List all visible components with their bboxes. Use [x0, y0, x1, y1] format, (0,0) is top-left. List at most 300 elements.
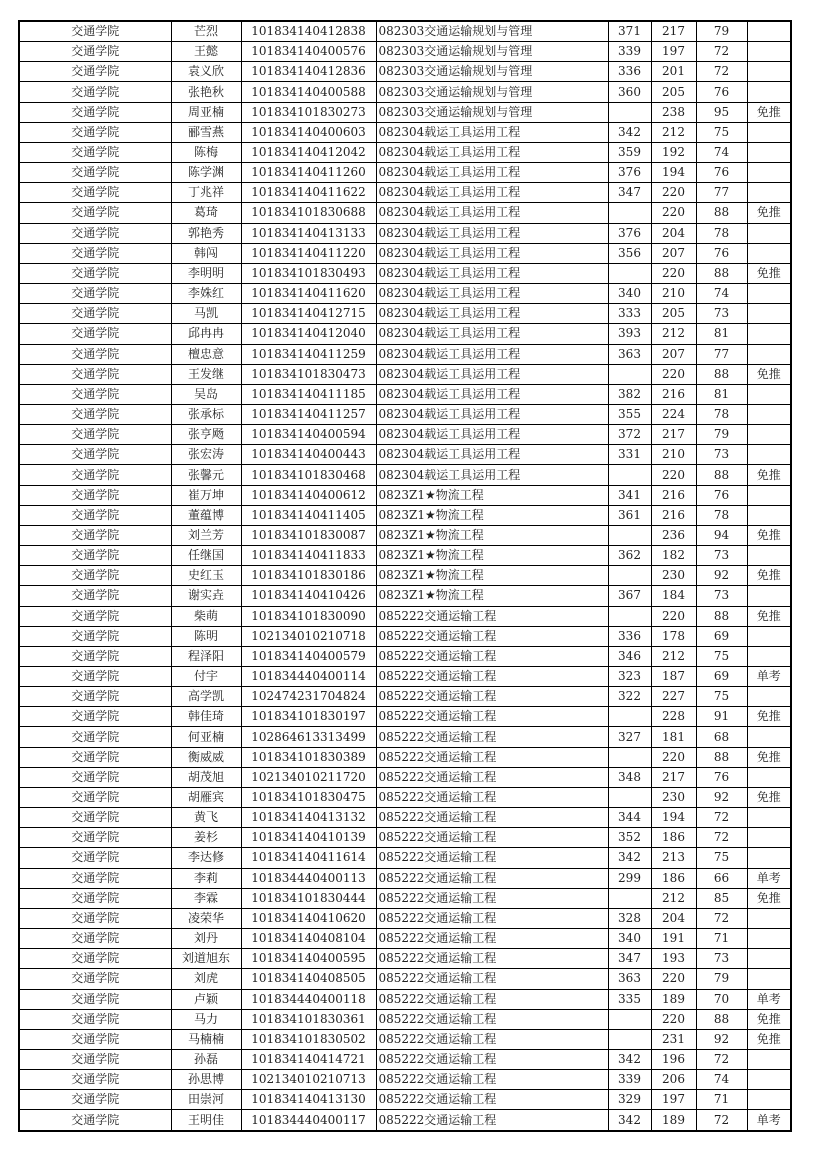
subtotal-cell: 184 [651, 586, 696, 606]
name-cell: 周亚楠 [171, 102, 241, 122]
major-cell: 085222交通运输工程 [376, 787, 608, 807]
exam_id-cell: 101834101830087 [241, 525, 376, 545]
total-cell: 323 [608, 667, 651, 687]
name-cell: 张艳秋 [171, 82, 241, 102]
subtotal-cell: 197 [651, 1090, 696, 1110]
score-cell: 76 [696, 243, 747, 263]
total-cell: 336 [608, 626, 651, 646]
name-cell: 孙思博 [171, 1070, 241, 1090]
total-cell: 342 [608, 848, 651, 868]
name-cell: 李达修 [171, 848, 241, 868]
college-cell: 交通学院 [19, 284, 171, 304]
subtotal-cell: 204 [651, 223, 696, 243]
college-cell: 交通学院 [19, 344, 171, 364]
exam_id-cell: 102134010210713 [241, 1070, 376, 1090]
major-cell: 085222交通运输工程 [376, 969, 608, 989]
table-row [19, 465, 791, 485]
major-cell: 082304载运工具运用工程 [376, 465, 608, 485]
score-cell: 76 [696, 485, 747, 505]
name-cell: 韩闯 [171, 243, 241, 263]
college-cell: 交通学院 [19, 1049, 171, 1069]
total-cell [608, 1009, 651, 1029]
college-cell: 交通学院 [19, 646, 171, 666]
total-cell: 340 [608, 284, 651, 304]
total-cell: 371 [608, 21, 651, 42]
table-row [19, 324, 791, 344]
subtotal-cell: 220 [651, 606, 696, 626]
subtotal-cell: 189 [651, 1110, 696, 1131]
name-cell: 李姝红 [171, 284, 241, 304]
major-cell: 082304载运工具运用工程 [376, 163, 608, 183]
major-cell: 085222交通运输工程 [376, 767, 608, 787]
name-cell: 邱冉冉 [171, 324, 241, 344]
major-cell: 082303交通运输规划与管理 [376, 62, 608, 82]
college-cell: 交通学院 [19, 42, 171, 62]
note-cell [747, 223, 791, 243]
exam_id-cell: 102474231704824 [241, 687, 376, 707]
note-cell [747, 969, 791, 989]
college-cell: 交通学院 [19, 707, 171, 727]
score-cell: 88 [696, 1009, 747, 1029]
table-row [19, 747, 791, 767]
score-cell: 70 [696, 989, 747, 1009]
note-cell [747, 122, 791, 142]
major-cell: 082304载运工具运用工程 [376, 324, 608, 344]
total-cell [608, 566, 651, 586]
college-cell: 交通学院 [19, 1009, 171, 1029]
score-cell: 88 [696, 606, 747, 626]
total-cell [608, 203, 651, 223]
exam_id-cell: 101834140408104 [241, 929, 376, 949]
note-cell [747, 767, 791, 787]
name-cell: 葛琦 [171, 203, 241, 223]
total-cell: 360 [608, 82, 651, 102]
college-cell: 交通学院 [19, 989, 171, 1009]
table-row [19, 908, 791, 928]
major-cell: 082304载运工具运用工程 [376, 284, 608, 304]
name-cell: 马楠楠 [171, 1029, 241, 1049]
score-cell: 74 [696, 1070, 747, 1090]
name-cell: 吴岛 [171, 384, 241, 404]
note-cell: 单考 [747, 868, 791, 888]
subtotal-cell: 216 [651, 384, 696, 404]
subtotal-cell: 228 [651, 707, 696, 727]
college-cell: 交通学院 [19, 808, 171, 828]
exam_id-cell: 102864613313499 [241, 727, 376, 747]
note-cell [747, 687, 791, 707]
note-cell [747, 1090, 791, 1110]
subtotal-cell: 187 [651, 667, 696, 687]
score-cell: 78 [696, 223, 747, 243]
note-cell [747, 929, 791, 949]
note-cell [747, 646, 791, 666]
note-cell [747, 42, 791, 62]
exam_id-cell: 101834140411622 [241, 183, 376, 203]
major-cell: 0823Z1★物流工程 [376, 485, 608, 505]
score-cell: 66 [696, 868, 747, 888]
name-cell: 王明佳 [171, 1110, 241, 1131]
exam_id-cell: 101834140411259 [241, 344, 376, 364]
note-cell [747, 284, 791, 304]
subtotal-cell: 217 [651, 767, 696, 787]
subtotal-cell: 227 [651, 687, 696, 707]
college-cell: 交通学院 [19, 183, 171, 203]
name-cell: 谢实垚 [171, 586, 241, 606]
subtotal-cell: 196 [651, 1049, 696, 1069]
name-cell: 张承标 [171, 404, 241, 424]
exam_id-cell: 101834140411620 [241, 284, 376, 304]
exam_id-cell: 101834140411405 [241, 505, 376, 525]
table-row [19, 243, 791, 263]
college-cell: 交通学院 [19, 445, 171, 465]
subtotal-cell: 230 [651, 566, 696, 586]
name-cell: 卢颖 [171, 989, 241, 1009]
name-cell: 陈学渊 [171, 163, 241, 183]
major-cell: 082304载运工具运用工程 [376, 223, 608, 243]
name-cell: 黄飞 [171, 808, 241, 828]
note-cell: 免推 [747, 707, 791, 727]
exam_id-cell: 101834101830090 [241, 606, 376, 626]
college-cell: 交通学院 [19, 485, 171, 505]
exam_id-cell: 101834440400117 [241, 1110, 376, 1131]
major-cell: 082304载运工具运用工程 [376, 243, 608, 263]
score-cell: 72 [696, 1049, 747, 1069]
exam_id-cell: 101834140410139 [241, 828, 376, 848]
exam_id-cell: 101834140410426 [241, 586, 376, 606]
name-cell: 张馨元 [171, 465, 241, 485]
note-cell: 单考 [747, 1110, 791, 1131]
table-row [19, 1110, 791, 1131]
exam_id-cell: 101834140412042 [241, 142, 376, 162]
total-cell [608, 364, 651, 384]
note-cell: 免推 [747, 525, 791, 545]
major-cell: 082303交通运输规划与管理 [376, 82, 608, 102]
exam_id-cell: 101834140411185 [241, 384, 376, 404]
note-cell [747, 908, 791, 928]
exam_id-cell: 101834140400443 [241, 445, 376, 465]
exam_id-cell: 101834140400603 [241, 122, 376, 142]
table-row [19, 304, 791, 324]
note-cell: 免推 [747, 465, 791, 485]
subtotal-cell: 220 [651, 747, 696, 767]
subtotal-cell: 210 [651, 445, 696, 465]
exam_id-cell: 101834140413132 [241, 808, 376, 828]
table-row [19, 102, 791, 122]
score-cell: 75 [696, 646, 747, 666]
name-cell: 刘虎 [171, 969, 241, 989]
total-cell: 299 [608, 868, 651, 888]
exam_id-cell: 101834101830475 [241, 787, 376, 807]
note-cell: 单考 [747, 989, 791, 1009]
table-row [19, 1029, 791, 1049]
admission-list-table [18, 20, 792, 1132]
total-cell [608, 707, 651, 727]
college-cell: 交通学院 [19, 667, 171, 687]
score-cell: 92 [696, 1029, 747, 1049]
exam_id-cell: 101834101830493 [241, 263, 376, 283]
total-cell: 348 [608, 767, 651, 787]
major-cell: 085222交通运输工程 [376, 848, 608, 868]
college-cell: 交通学院 [19, 1110, 171, 1131]
note-cell [747, 505, 791, 525]
subtotal-cell: 201 [651, 62, 696, 82]
score-cell: 92 [696, 566, 747, 586]
note-cell: 免推 [747, 606, 791, 626]
exam_id-cell: 101834101830273 [241, 102, 376, 122]
college-cell: 交通学院 [19, 767, 171, 787]
score-cell: 75 [696, 122, 747, 142]
score-cell: 81 [696, 384, 747, 404]
college-cell: 交通学院 [19, 606, 171, 626]
note-cell: 免推 [747, 203, 791, 223]
table-row [19, 989, 791, 1009]
table-row [19, 384, 791, 404]
note-cell [747, 546, 791, 566]
subtotal-cell: 231 [651, 1029, 696, 1049]
subtotal-cell: 186 [651, 868, 696, 888]
college-cell: 交通学院 [19, 324, 171, 344]
total-cell: 339 [608, 42, 651, 62]
college-cell: 交通学院 [19, 929, 171, 949]
note-cell: 免推 [747, 1029, 791, 1049]
major-cell: 082304载运工具运用工程 [376, 445, 608, 465]
total-cell: 346 [608, 646, 651, 666]
table-row [19, 425, 791, 445]
college-cell: 交通学院 [19, 62, 171, 82]
total-cell: 376 [608, 163, 651, 183]
note-cell [747, 1070, 791, 1090]
exam_id-cell: 101834101830473 [241, 364, 376, 384]
major-cell: 0823Z1★物流工程 [376, 586, 608, 606]
major-cell: 085222交通运输工程 [376, 989, 608, 1009]
table-row [19, 284, 791, 304]
score-cell: 72 [696, 42, 747, 62]
score-cell: 73 [696, 546, 747, 566]
table-row [19, 828, 791, 848]
subtotal-cell: 236 [651, 525, 696, 545]
table-row [19, 566, 791, 586]
name-cell: 丁兆祥 [171, 183, 241, 203]
score-cell: 75 [696, 848, 747, 868]
exam_id-cell: 101834140413133 [241, 223, 376, 243]
total-cell [608, 888, 651, 908]
note-cell [747, 404, 791, 424]
table-row [19, 606, 791, 626]
subtotal-cell: 205 [651, 304, 696, 324]
name-cell: 王懿 [171, 42, 241, 62]
score-cell: 76 [696, 767, 747, 787]
major-cell: 085222交通运输工程 [376, 1090, 608, 1110]
exam_id-cell: 101834101830468 [241, 465, 376, 485]
subtotal-cell: 212 [651, 324, 696, 344]
exam_id-cell: 101834140400579 [241, 646, 376, 666]
total-cell: 339 [608, 1070, 651, 1090]
name-cell: 郦雪燕 [171, 122, 241, 142]
college-cell: 交通学院 [19, 828, 171, 848]
name-cell: 韩佳琦 [171, 707, 241, 727]
note-cell [747, 82, 791, 102]
exam_id-cell: 101834140400588 [241, 82, 376, 102]
table-row [19, 848, 791, 868]
subtotal-cell: 207 [651, 344, 696, 364]
college-cell: 交通学院 [19, 888, 171, 908]
subtotal-cell: 205 [651, 82, 696, 102]
subtotal-cell: 220 [651, 969, 696, 989]
score-cell: 81 [696, 324, 747, 344]
table-row [19, 525, 791, 545]
college-cell: 交通学院 [19, 546, 171, 566]
total-cell: 352 [608, 828, 651, 848]
table-row [19, 687, 791, 707]
note-cell: 单考 [747, 667, 791, 687]
name-cell: 柴萌 [171, 606, 241, 626]
major-cell: 085222交通运输工程 [376, 707, 608, 727]
subtotal-cell: 189 [651, 989, 696, 1009]
subtotal-cell: 230 [651, 787, 696, 807]
note-cell [747, 21, 791, 42]
score-cell: 73 [696, 445, 747, 465]
college-cell: 交通学院 [19, 223, 171, 243]
note-cell: 免推 [747, 102, 791, 122]
college-cell: 交通学院 [19, 102, 171, 122]
note-cell [747, 949, 791, 969]
major-cell: 082304载运工具运用工程 [376, 183, 608, 203]
subtotal-cell: 210 [651, 284, 696, 304]
name-cell: 史红玉 [171, 566, 241, 586]
name-cell: 芒烈 [171, 21, 241, 42]
total-cell [608, 787, 651, 807]
exam_id-cell: 101834101830502 [241, 1029, 376, 1049]
major-cell: 085222交通运输工程 [376, 667, 608, 687]
score-cell: 88 [696, 747, 747, 767]
college-cell: 交通学院 [19, 687, 171, 707]
total-cell: 363 [608, 969, 651, 989]
subtotal-cell: 212 [651, 888, 696, 908]
note-cell [747, 304, 791, 324]
total-cell [608, 263, 651, 283]
exam_id-cell: 101834140400612 [241, 485, 376, 505]
score-cell: 71 [696, 929, 747, 949]
score-cell: 74 [696, 142, 747, 162]
table-row [19, 1009, 791, 1029]
note-cell: 免推 [747, 263, 791, 283]
total-cell: 347 [608, 949, 651, 969]
major-cell: 085222交通运输工程 [376, 606, 608, 626]
table-row [19, 344, 791, 364]
note-cell: 免推 [747, 888, 791, 908]
exam_id-cell: 101834101830186 [241, 566, 376, 586]
note-cell [747, 808, 791, 828]
major-cell: 082304载运工具运用工程 [376, 263, 608, 283]
note-cell [747, 445, 791, 465]
subtotal-cell: 216 [651, 485, 696, 505]
exam_id-cell: 101834440400113 [241, 868, 376, 888]
subtotal-cell: 194 [651, 163, 696, 183]
table-row [19, 626, 791, 646]
total-cell: 347 [608, 183, 651, 203]
exam_id-cell: 101834101830197 [241, 707, 376, 727]
note-cell: 免推 [747, 747, 791, 767]
table-row [19, 868, 791, 888]
exam_id-cell: 101834140410620 [241, 908, 376, 928]
college-cell: 交通学院 [19, 868, 171, 888]
exam_id-cell: 101834440400114 [241, 667, 376, 687]
name-cell: 崔万坤 [171, 485, 241, 505]
table-row [19, 767, 791, 787]
subtotal-cell: 220 [651, 364, 696, 384]
name-cell: 董蕴博 [171, 505, 241, 525]
total-cell: 341 [608, 485, 651, 505]
college-cell: 交通学院 [19, 203, 171, 223]
major-cell: 085222交通运输工程 [376, 687, 608, 707]
major-cell: 082304载运工具运用工程 [376, 384, 608, 404]
table-row [19, 223, 791, 243]
score-cell: 88 [696, 203, 747, 223]
exam_id-cell: 101834440400118 [241, 989, 376, 1009]
note-cell [747, 62, 791, 82]
total-cell: 335 [608, 989, 651, 1009]
major-cell: 082304载运工具运用工程 [376, 122, 608, 142]
total-cell: 329 [608, 1090, 651, 1110]
score-cell: 72 [696, 908, 747, 928]
score-cell: 72 [696, 828, 747, 848]
total-cell: 363 [608, 344, 651, 364]
table-row [19, 404, 791, 424]
subtotal-cell: 224 [651, 404, 696, 424]
college-cell: 交通学院 [19, 142, 171, 162]
note-cell [747, 344, 791, 364]
score-cell: 69 [696, 626, 747, 646]
note-cell [747, 828, 791, 848]
note-cell [747, 586, 791, 606]
score-cell: 92 [696, 787, 747, 807]
score-cell: 78 [696, 404, 747, 424]
exam_id-cell: 101834140412715 [241, 304, 376, 324]
major-cell: 085222交通运输工程 [376, 908, 608, 928]
subtotal-cell: 204 [651, 908, 696, 928]
name-cell: 郭艳秀 [171, 223, 241, 243]
table-row [19, 929, 791, 949]
college-cell: 交通学院 [19, 384, 171, 404]
table-row [19, 646, 791, 666]
exam_id-cell: 101834140412838 [241, 21, 376, 42]
college-cell: 交通学院 [19, 525, 171, 545]
name-cell: 胡茂旭 [171, 767, 241, 787]
subtotal-cell: 206 [651, 1070, 696, 1090]
major-cell: 082303交通运输规划与管理 [376, 42, 608, 62]
score-cell: 73 [696, 586, 747, 606]
college-cell: 交通学院 [19, 21, 171, 42]
major-cell: 082304载运工具运用工程 [376, 364, 608, 384]
table-row [19, 21, 791, 42]
note-cell [747, 183, 791, 203]
table-row [19, 505, 791, 525]
score-cell: 68 [696, 727, 747, 747]
major-cell: 085222交通运输工程 [376, 949, 608, 969]
total-cell: 393 [608, 324, 651, 344]
table-row [19, 82, 791, 102]
name-cell: 胡雁宾 [171, 787, 241, 807]
table-row [19, 122, 791, 142]
exam_id-cell: 101834140414721 [241, 1049, 376, 1069]
name-cell: 李霖 [171, 888, 241, 908]
college-cell: 交通学院 [19, 1090, 171, 1110]
note-cell: 免推 [747, 787, 791, 807]
college-cell: 交通学院 [19, 122, 171, 142]
college-cell: 交通学院 [19, 263, 171, 283]
college-cell: 交通学院 [19, 404, 171, 424]
total-cell: 342 [608, 1110, 651, 1131]
